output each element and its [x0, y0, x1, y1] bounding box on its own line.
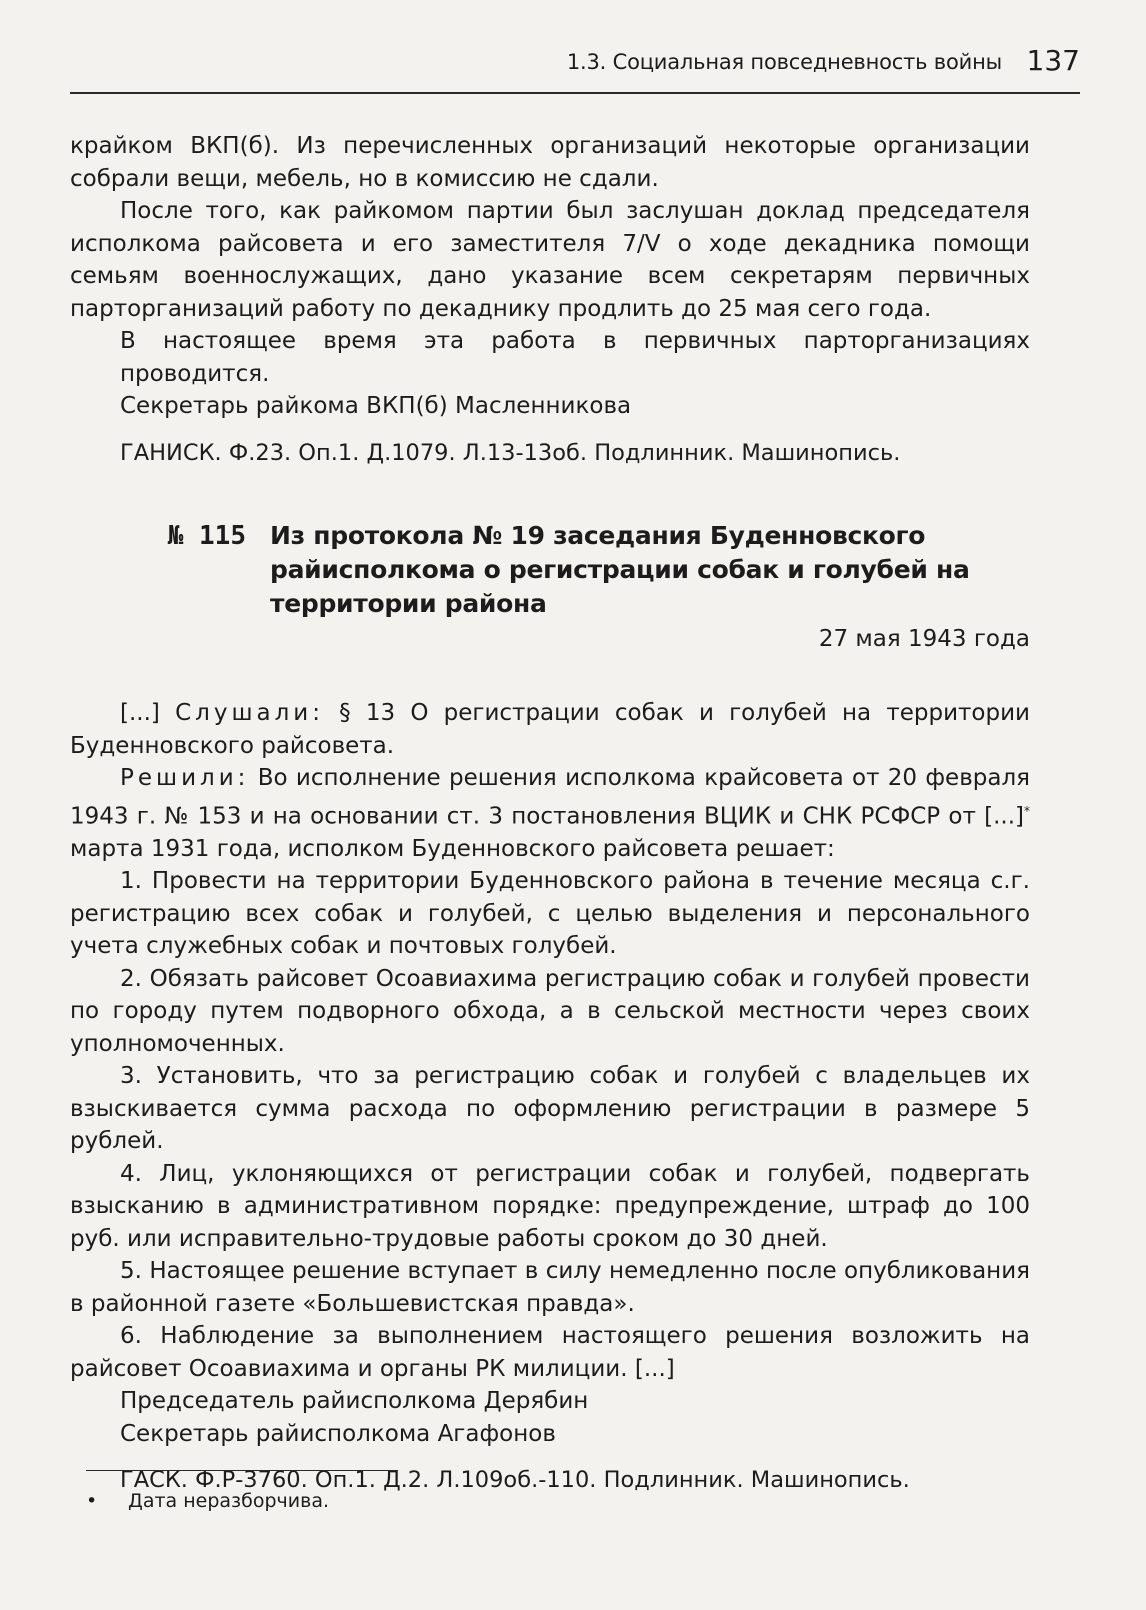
page-number: 137	[1026, 44, 1080, 77]
paragraph: крайком ВКП(б). Из перечисленных организаций некоторые организации собрали вещи, мебель, но в комиссию не сдали.	[70, 133, 1030, 192]
list-item: 2. Обязать райсовет Осоавиахима регистрацию собак и голубей провести по городу путем подворного обхода, а в сельской местности через своих уполномоченных.	[70, 965, 1030, 1057]
heard-text: § 13 О регистрации собак и голубей на территории Буденновского райсовета.	[70, 700, 1030, 759]
heard-label: Слушали:	[175, 700, 324, 726]
archive-source: ГАСК. Ф.Р-3760. Оп.1. Д.2. Л.109об.-110. Подлинник. Машинопись.	[120, 1467, 910, 1494]
signature: Секретарь райисполкома Агафонов	[120, 1420, 556, 1447]
signature: Председатель райисполкома Дерябин	[120, 1388, 589, 1415]
document-heading	[70, 519, 1030, 621]
paragraph-heard	[70, 697, 1030, 762]
document-date: 27 мая 1943 года	[818, 626, 1030, 652]
paragraph: После того, как райкомом партии был заслушан доклад председателя исполкома райсовета и его заместителя 7/V о ходе декадника помощи семьям военнослужащих, дано указание всем секретарям первичных парторганизаций работу по декаднику продлить до 25 мая сего года.	[70, 198, 1030, 322]
running-header	[70, 44, 1080, 94]
document-number: № 115	[167, 521, 246, 551]
list-item: 3. Установить, что за регистрацию собак и голубей с владельцев их взыскивается сумма расхода по оформлению регистрации в размере 5 рублей.	[70, 1063, 1030, 1155]
paragraph: В настоящее время эта работа в первичных парторганизациях проводится.	[120, 328, 1030, 387]
signature: Секретарь райкома ВКП(б) Масленникова	[120, 393, 632, 419]
list-item: 4. Лиц, уклоняющихся от регистрации собак и голубей, подвергать взысканию в административном порядке: предупреждение, штраф до 100 руб. или исправительно-трудовые работы сроком до 30 дней.	[70, 1160, 1030, 1252]
document-title: Из протокола № 19 заседания Буденновского райисполкома о регистрации собак и голубей на территории района	[270, 521, 970, 618]
decided-text-end: марта 1931 года, исполком Буденновского райсовета решает:	[70, 835, 835, 862]
list-item: 1. Провести на территории Буденновского района в течение месяца с.г. регистрацию всех собак и голубей, с целью выделения и персонального учета служебных собак и почтовых голубей.	[70, 868, 1030, 960]
list-item: 6. Наблюдение за выполнением настоящего решения возложить на райсовет Осоавиахима и органы РК милиции. [...]	[70, 1323, 1030, 1382]
footnote-text: Дата неразборчива.	[128, 1490, 330, 1512]
decided-label: Решили:	[120, 765, 250, 791]
page-body	[70, 130, 1030, 1497]
footnote-marker: •	[86, 1490, 98, 1512]
archive-source: ГАНИСК. Ф.23. Оп.1. Д.1079. Л.13-13об. Подлинник. Машинопись.	[120, 439, 901, 466]
section-title: 1.3. Социальная повседневность войны	[566, 50, 1002, 74]
paragraph-decided	[70, 762, 1030, 865]
footnote-reference: *	[1024, 803, 1030, 818]
list-item: 5. Настоящее решение вступает в силу немедленно после опубликования в районной газете «Большевистская правда».	[70, 1258, 1030, 1317]
footnote-divider	[86, 1470, 398, 1471]
decided-text: Во исполнение решения исполкома крайсовета от 20 февраля 1943 г. № 153 и на основании ст. 3 постановления ВЦИК и СНК РСФСР от [...]	[70, 765, 1030, 830]
ellipsis: [...]	[120, 700, 176, 726]
footnote	[86, 1490, 329, 1512]
